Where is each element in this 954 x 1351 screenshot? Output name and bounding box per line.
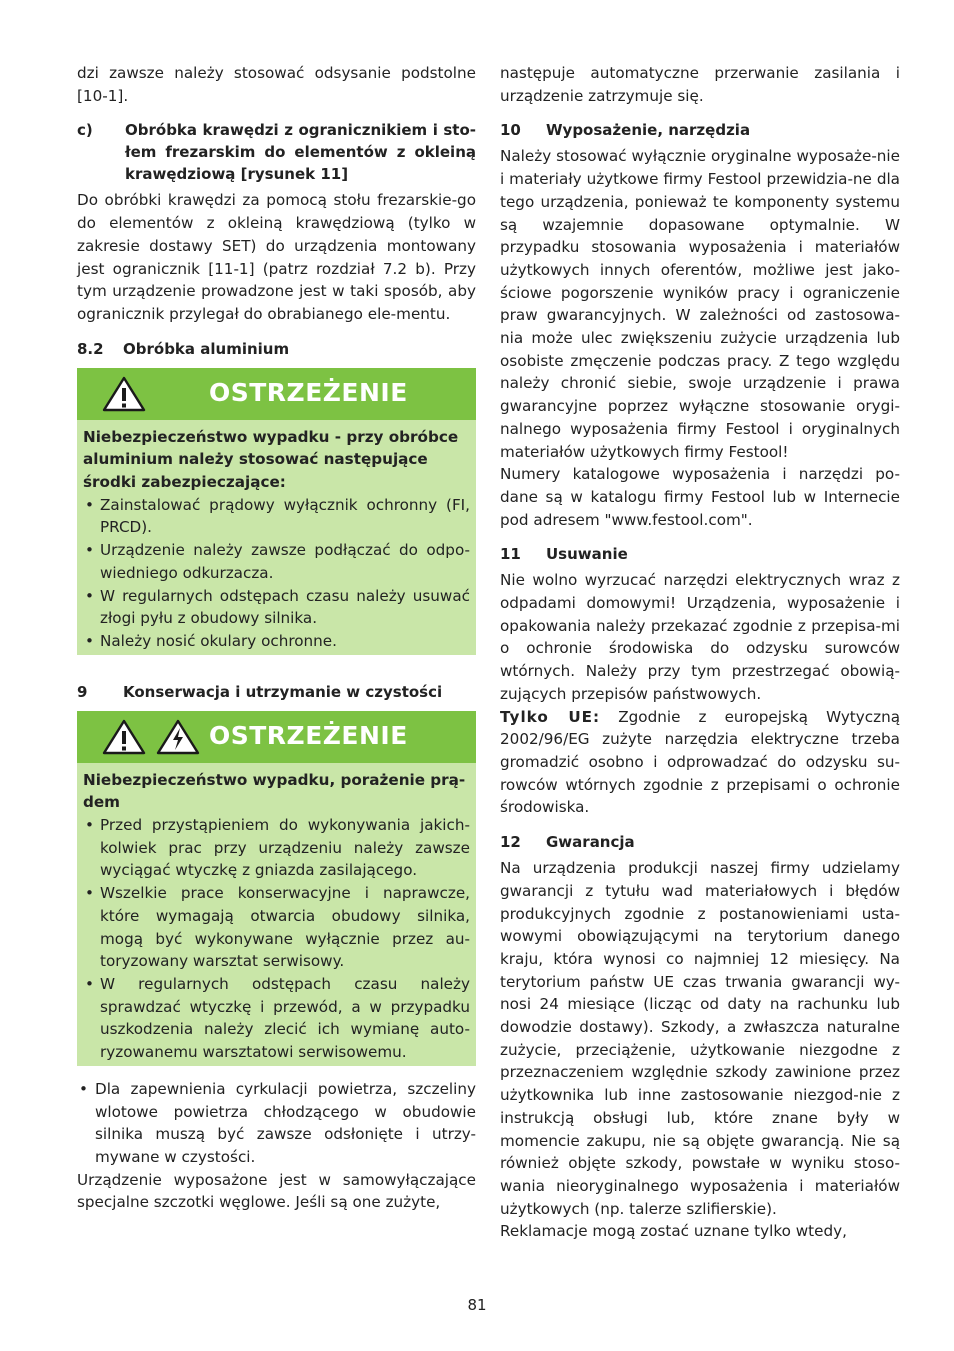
section-11-heading bbox=[500, 543, 900, 565]
section-title: Gwarancja bbox=[546, 833, 635, 852]
section-title: Wyposażenie, narzędzia bbox=[546, 121, 751, 140]
warning-header bbox=[77, 368, 476, 420]
section-12-heading bbox=[500, 831, 900, 853]
eu-label: Tylko UE: bbox=[500, 707, 601, 726]
warning-triangle-icon bbox=[101, 375, 147, 413]
section-number: 10 bbox=[500, 121, 521, 140]
warning-triangle-icon bbox=[101, 718, 147, 756]
list-item: • Należy nosić okulary ochronne. bbox=[83, 630, 470, 653]
list-item: • Urządzenie należy zawsze podłączać do odpo-wiedniego odkurzacza. bbox=[83, 539, 470, 584]
section-number: 12 bbox=[500, 833, 521, 852]
warning-title: OSTRZEŻENIE bbox=[209, 378, 408, 408]
section-title: Usuwanie bbox=[546, 545, 628, 564]
section-c-heading bbox=[77, 119, 476, 185]
warning-list bbox=[83, 494, 470, 653]
paragraph-intro-left: dzi zawsze należy stosować odsysanie podstolne [10-1]. bbox=[77, 64, 476, 105]
warning-list bbox=[83, 814, 470, 1064]
electric-shock-icon bbox=[155, 718, 201, 756]
section-title: Obróbka krawędzi z ogranicznikiem i sto-łem frezarskim do elementów z okleiną krawędziową [rysunek 11] bbox=[125, 121, 476, 184]
list-item: • Zainstalować prądowy wyłącznik ochronny (FI, PRCD). bbox=[83, 494, 470, 539]
section-number: 8.2 bbox=[77, 339, 104, 358]
left-column bbox=[77, 62, 476, 1214]
list-item: • Wszelkie prace konserwacyjne i naprawcze, które wymagają otwarcia obudowy silnika, mogą być wykonywane wyłącznie przez au-toryzowany warsztat serwisowy. bbox=[83, 882, 470, 973]
section-10-heading bbox=[500, 119, 900, 141]
warning-box-aluminium bbox=[77, 368, 476, 655]
list-item: • W regularnych odstępach czasu należy usuwać złogi pyłu z obudowy silnika. bbox=[83, 585, 470, 630]
section-9-heading bbox=[77, 681, 476, 703]
warning-header bbox=[77, 711, 476, 763]
warning-box-maintenance bbox=[77, 711, 476, 1066]
warning-lead: Niebezpieczeństwo wypadku, porażenie prą-dem bbox=[83, 770, 466, 812]
section-12-claims: Reklamacje mogą zostać uznane tylko wtedy, bbox=[500, 1222, 847, 1241]
right-column bbox=[500, 62, 900, 1243]
warning-body bbox=[77, 420, 476, 655]
section-8-2-heading bbox=[77, 338, 476, 360]
list-item: • Dla zapewnienia cyrkulacji powietrza, szczeliny wlotowe powietrza chłodzącego w obudowie silnika muszą być zawsze odsłonięte i utrzy-mywane w czystości. bbox=[77, 1078, 476, 1169]
list-item: • Przed przystąpieniem do wykonywania jakich-kolwiek prac przy urządzeniu należy zawsze wyciągać wtyczkę z gniazda zasilającego. bbox=[83, 814, 470, 882]
section-11-eu bbox=[500, 706, 900, 820]
section-title: Obróbka aluminium bbox=[123, 339, 290, 358]
paragraph-intro-right: następuje automatyczne przerwanie zasilania i urządzenie zatrzymuje się. bbox=[500, 64, 900, 105]
section-number: c) bbox=[77, 121, 93, 140]
section-c-text: Do obróbki krawędzi za pomocą stołu frezarskie-go do elementów z okleiną krawędziową (tylko w zakresie dostawy SET) do urządzenia montowany jest ogranicznik [11-1] (patrz rozdział 7.2 b). Przy tym urządzenie prowadzone jest w taki sposób, aby ogranicznik przylegał do obrabianego ele-mentu. bbox=[77, 191, 476, 323]
eu-text: Zgodnie z europejską Wytyczną 2002/96/EG zużyte narzędzia elektryczne trzeba gromadzić osobno i odprowadzać do odzysku su-rowców wtórnych zgodnie z przepisami o ochronie środowiska. bbox=[500, 707, 901, 817]
section-10-catalog: Numery katalogowe wyposażenia i narzędzi po-dane są w katalogu firmy Festool lub w Internecie pod adresem "www.festool.com". bbox=[500, 465, 900, 529]
warning-lead: Niebezpieczeństwo wypadku - przy obróbce aluminium należy stosować następujące środki zabezpieczające: bbox=[83, 427, 459, 492]
page-number: 81 bbox=[467, 1296, 487, 1314]
maintenance-list bbox=[77, 1078, 476, 1169]
paragraph-end-left: Urządzenie wyposażone jest w samowyłączające specjalne szczotki węglowe. Jeśli są one zużyte, bbox=[77, 1170, 476, 1212]
list-item: • W regularnych odstępach czasu należy sprawdzać wtyczkę i przewód, a w przypadku uszkodzenia należy zlecić ich wymianę auto-ryzowanemu warsztatowi serwisowemu. bbox=[83, 973, 470, 1064]
warning-body bbox=[77, 763, 476, 1066]
warning-title: OSTRZEŻENIE bbox=[209, 721, 408, 751]
section-10-text: Należy stosować wyłącznie oryginalne wyposaże-nie i materiały użytkowe firmy Festool przewidzia-ne dla tego urządzenia, ponieważ te komponenty systemu są wzajemnie dopasowane optymalnie. W przypadku stosowania wyposażenia i materiałów użytkowych innych oferentów, możliwe jest jako-ściowe pogorszenie wyników pracy i ograniczenie praw gwarancyjnych. W zależności od zastosowa-nia może ulec zwiększeniu zużycie urządzenia lub osobiste zmęczenie podczas pracy. Z tego względu należy chronić siebie, swoje urządzenie i prawa gwarancyjne poprzez wyłączne stosowanie orygi-nalnego wyposażenia firmy Festool i oryginalnych materiałów użytkowych firmy Festool! bbox=[500, 147, 900, 461]
section-number: 11 bbox=[500, 545, 521, 564]
section-12-text: Na urządzenia produkcji naszej firmy udzielamy gwarancji z tytułu wad materiałowych i błędów produkcyjnych zgodnie z postanowieniami usta-wowymi obowiązującymi na terytorium danego kraju, która wynosi co najmniej 12 miesięcy. Na terytorium państw UE czas trwania gwarancji wy-nosi 24 miesiące (licząc od daty na rachunku lub dowodzie dostawy). Szkody, a zwłaszcza naturalne zużycie, przeciążenie, użytkowanie niezgodne z przeznaczeniem względnie szkody zawinione przez użytkownika lub inne zastosowanie niezgod-nie z instrukcją obsługi lub, które znane były w momencie zakupu, nie są objęte gwarancją. Nie są również objęte szkody, powstałe w wyniku stoso-wania nieoryginalnego wyposażenia i materiałów użytkowych (np. talerze szlifierskie). bbox=[500, 859, 900, 1218]
section-11-text: Nie wolno wyrzucać narzędzi elektrycznych wraz z odpadami domowymi! Urządzenia, wyposażenie i opakowania należy przekazać zgodnie z przepisa-mi o ochronie środowiska do odzysku surowców wtórnych. Należy przy tym przestrzegać obowią-zujących przepisów państwowych. bbox=[500, 571, 900, 703]
section-number: 9 bbox=[77, 682, 88, 701]
section-title: Konserwacja i utrzymanie w czystości bbox=[123, 682, 443, 701]
